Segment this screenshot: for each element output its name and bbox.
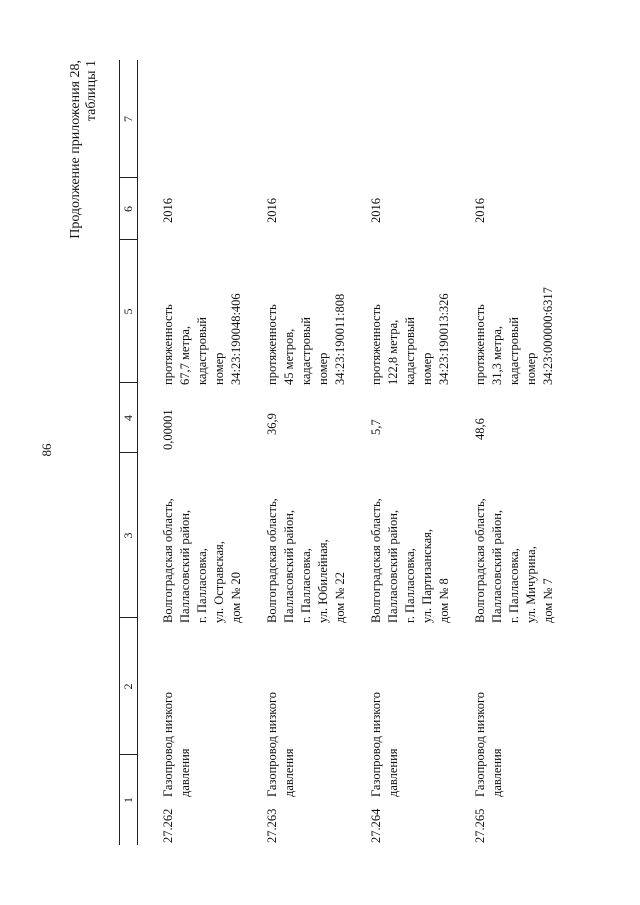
header-col-5: 5 xyxy=(121,308,135,315)
object-description: протяженность 45 метров, кадастровый номер 34:23:190011:808 xyxy=(265,293,347,385)
row-number: 27.265 xyxy=(473,808,487,843)
object-description: протяженность 122,8 метра, кадастровый номер 34:23:190013:326 xyxy=(369,293,451,385)
object-name: Газопровод низкого давления xyxy=(161,691,192,797)
object-value: 0,00001 xyxy=(161,409,175,450)
page-number: 86 xyxy=(39,443,54,457)
header-col-1: 1 xyxy=(121,797,135,803)
object-address: Волгоградская область, Палласовский район, г. Палласовка, ул. Мичурина, дом № 7 xyxy=(473,498,555,623)
object-name: Газопровод низкого давления xyxy=(265,691,296,797)
row-number: 27.263 xyxy=(265,808,279,843)
header-col-6: 6 xyxy=(121,206,135,212)
continuation-heading xyxy=(68,60,100,239)
object-address: Волгоградская область, Палласовский район, г. Палласовка, ул. Остравская, дом № 20 xyxy=(161,498,243,623)
continuation-line-2: таблицы 1 xyxy=(84,60,99,122)
object-description: протяженность 31,3 метра, кадастровый номер 34:23:000000:6317 xyxy=(473,287,555,385)
object-name: Газопровод низкого давления xyxy=(473,691,504,797)
header-col-2: 2 xyxy=(121,683,135,690)
row-number: 27.262 xyxy=(161,808,175,843)
object-name: Газопровод низкого давления xyxy=(369,691,400,797)
object-year: 2016 xyxy=(473,198,487,223)
object-year: 2016 xyxy=(265,198,279,223)
header-col-3: 3 xyxy=(121,532,135,539)
continuation-line-1: Продолжение приложения 28, xyxy=(68,60,83,239)
object-value: 5,7 xyxy=(369,419,383,435)
header-col-4: 4 xyxy=(121,415,135,421)
header-bottom-rule xyxy=(137,60,138,845)
header-col-7: 7 xyxy=(121,116,135,122)
object-description: протяженность 67,7 метра, кадастровый номер 34:23:190048:406 xyxy=(161,293,243,385)
object-value: 48,6 xyxy=(473,418,487,440)
object-value: 36,9 xyxy=(265,413,279,435)
row-number: 27.264 xyxy=(369,808,383,843)
object-year: 2016 xyxy=(369,198,383,223)
object-address: Волгоградская область, Палласовский район, г. Палласовка, ул. Партизанская, дом № 8 xyxy=(369,498,451,623)
object-address: Волгоградская область, Палласовский район, г. Палласовка, ул. Юбилейная, дом № 22 xyxy=(265,498,347,623)
object-year: 2016 xyxy=(161,198,175,223)
